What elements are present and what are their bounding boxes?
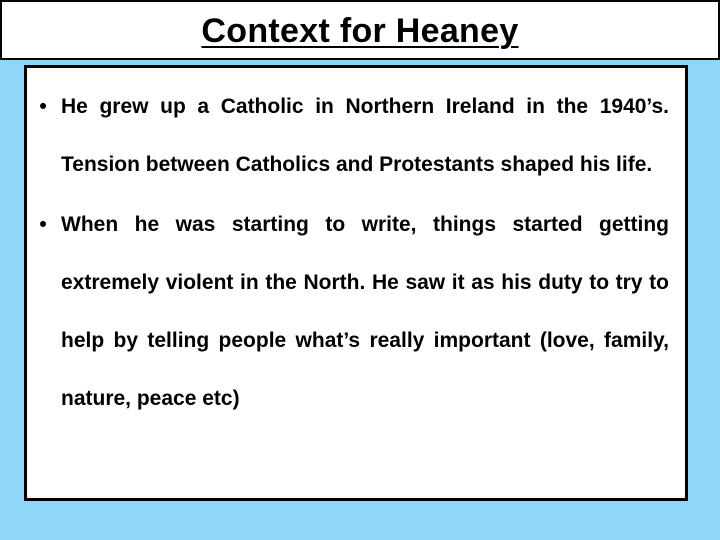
bullet-text: He grew up a Catholic in Northern Ireland in the 1940’s. Tension between Catholics and Protestants shaped his life. <box>61 95 669 176</box>
bullet-item-2 <box>33 196 669 428</box>
title-bar <box>0 0 720 60</box>
bullet-text: When he was starting to write, things started getting extremely violent in the North. He saw it as his duty to try to help by telling people what’s really important (love, family, nature, peace etc) <box>61 213 669 410</box>
bullet-marker: • <box>39 213 47 236</box>
content-box <box>24 65 688 501</box>
bullet-item-1 <box>33 78 669 194</box>
bullet-marker: • <box>39 95 47 118</box>
slide-title: Context for Heaney <box>201 12 519 50</box>
bullet-list <box>33 78 669 428</box>
